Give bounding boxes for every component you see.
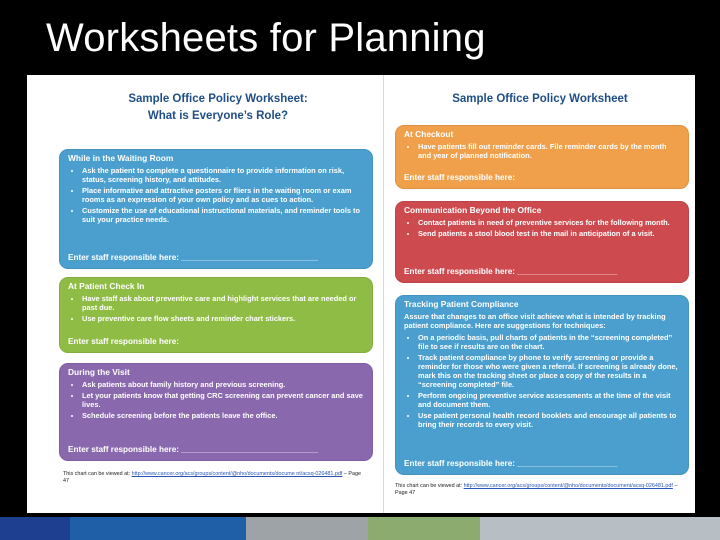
list-item: • Have staff ask about preventive care and highlight services that are needed or past due. (82, 294, 364, 312)
list-item: • On a periodic basis, pull charts of patients in the “screening completed” file to see if results are on the chart. (418, 333, 680, 351)
staff-responsible-line: Enter staff responsible here: ______________________________ (68, 253, 318, 262)
list-item: • Use preventive care flow sheets and reminder chart stickers. (82, 314, 364, 323)
waiting-room-box (59, 149, 373, 269)
left-title-line1: Sample Office Policy Worksheet: (128, 93, 308, 105)
bar-segment-dark-blue (0, 517, 70, 540)
left-worksheet-title (57, 91, 379, 125)
list-item: • Have patients fill out reminder cards. File reminder cards by the month and year of planned notification. (418, 142, 680, 160)
list-item: • Ask the patient to complete a questionnaire to provide information on risk, status, screening history, and attitudes. (82, 166, 364, 184)
caption-page: – Page 47 (63, 471, 361, 484)
page-divider (383, 75, 384, 513)
staff-responsible-line: Enter staff responsible here: ______________________ (404, 267, 618, 276)
caption-link[interactable]: http://www.cancer.org/acs/groups/content/@nho/documents/docume nt/acsq-026481.pdf (131, 471, 343, 477)
caption-page: – Page 47 (395, 483, 678, 496)
checkout-header: At Checkout (404, 129, 454, 139)
list-item: • Contact patients in need of preventive services for the following month. (418, 218, 680, 227)
tracking-header: Tracking Patient Compliance (404, 299, 519, 309)
list-item: • Place informative and attractive posters or fliers in the waiting room or exam rooms as an expression of your own policy and as cues to action. (82, 186, 364, 204)
bar-segment-blue (70, 517, 246, 540)
staff-responsible-line: Enter staff responsible here: (68, 337, 180, 346)
list-item: • Perform ongoing preventive service assessments at the time of the visit and document them. (418, 391, 680, 409)
worksheet-image (27, 75, 695, 513)
check-in-header: At Patient Check In (68, 281, 145, 291)
left-title-line2: What is Everyone’s Role? (147, 110, 289, 122)
bar-segment-light-gray (480, 517, 720, 540)
caption-text: This chart can be viewed at: (63, 471, 131, 477)
list-item: • Use patient personal health record booklets and encourage all patients to bring their records to every visit. (418, 411, 680, 429)
tracking-intro: Assure that changes to an office visit achieve what is intended by tracking patient compliance. Here are suggestions for techniques: (404, 312, 666, 330)
list-item: • Customize the use of educational instructional materials, and reminder tools to suit your practice needs. (82, 206, 364, 224)
list-item: • Ask patients about family history and previous screening. (82, 380, 364, 389)
bottom-color-bar (0, 517, 720, 540)
checkout-box (395, 125, 689, 189)
list-item: • Schedule screening before the patients leave the office. (82, 411, 364, 420)
waiting-room-header: While in the Waiting Room (68, 153, 174, 163)
right-worksheet-page (387, 81, 693, 509)
list-item: • Track patient compliance by phone to verify screening or provide a reminder for those who were given a referral. If screening is already done, mark this on the tracking sheet or place a copy of the results in a “screening completed” file. (418, 353, 680, 389)
left-worksheet-page (57, 81, 379, 509)
tracking-compliance-box (395, 295, 689, 475)
during-visit-header: During the Visit (68, 367, 130, 377)
right-worksheet-title: Sample Office Policy Worksheet (452, 93, 628, 105)
caption-link[interactable]: http://www.cancer.org/acs/groups/content/@nho/documents/document/acsq-026481.pdf (463, 483, 673, 489)
communication-box (395, 201, 689, 283)
bar-segment-gray (246, 517, 368, 540)
list-item: • Send patients a stool blood test in the mail in anticipation of a visit. (418, 229, 680, 238)
bar-segment-green (368, 517, 480, 540)
list-item: • Let your patients know that getting CRC screening can prevent cancer and save lives. (82, 391, 364, 409)
staff-responsible-line: Enter staff responsible here: (404, 173, 516, 182)
staff-responsible-line: Enter staff responsible here: ______________________________ (68, 445, 318, 454)
caption-text: This chart can be viewed at: (395, 483, 463, 489)
right-caption (395, 483, 685, 497)
communication-header: Communication Beyond the Office (404, 205, 542, 215)
left-caption (63, 471, 363, 485)
patient-check-in-box (59, 277, 373, 353)
staff-responsible-line: Enter staff responsible here: ______________________ (404, 459, 618, 468)
during-visit-box (59, 363, 373, 461)
slide-title: Worksheets for Planning (46, 16, 486, 60)
